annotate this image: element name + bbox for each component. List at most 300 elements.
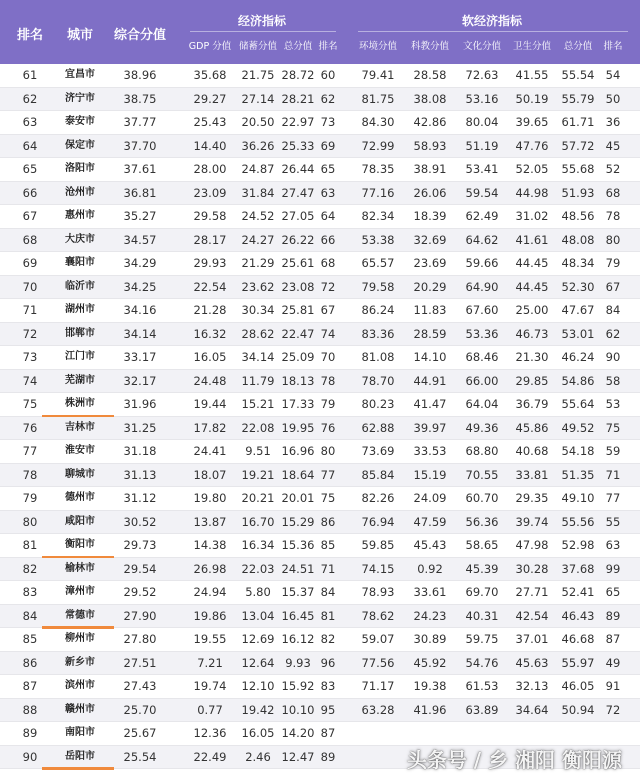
soft-total-cell: [556, 722, 600, 744]
econ-total-cell: 16.45: [281, 608, 315, 623]
soft-total-cell: 53.01: [561, 326, 595, 341]
env-score-cell: 72.99: [361, 138, 395, 153]
health-score-cell: 37.01: [515, 632, 549, 646]
soft-rank-cell: 75: [605, 420, 621, 435]
edu-score-cell: 42.86: [413, 115, 447, 129]
city-cell: 德州市: [65, 492, 95, 503]
edu-score-cell: 38.08: [413, 91, 447, 106]
total-score-cell: 37.61: [123, 162, 157, 176]
econ-total-cell: 26.22: [281, 232, 315, 247]
table-row: [0, 135, 640, 159]
soft-total-cell: 55.97: [561, 655, 595, 670]
health-score-cell: 34.64: [515, 702, 549, 717]
health-score-cell: 44.45: [515, 256, 549, 270]
env-score-cell: 65.57: [361, 256, 395, 270]
soft-total-cell: 52.41: [561, 585, 595, 599]
rank-cell: 67: [22, 209, 38, 223]
culture-score-cell: 45.39: [465, 561, 499, 576]
gdp-score-cell: 14.38: [193, 538, 227, 552]
env-score-cell: 74.15: [361, 561, 395, 576]
health-score-cell: 52.05: [515, 162, 549, 176]
city-cell: 淮安市: [65, 445, 95, 456]
soft-rank-cell: 68: [605, 185, 621, 200]
gdp-score-cell: 18.07: [193, 467, 227, 482]
total-score-cell: 34.29: [123, 256, 157, 270]
soft-total-cell: 55.54: [561, 68, 595, 82]
header-economic-divider: [190, 31, 336, 32]
table-row: [0, 182, 640, 206]
culture-score-cell: 40.31: [465, 608, 499, 623]
savings-score-cell: 31.84: [241, 185, 275, 200]
env-score-cell: 73.69: [361, 444, 395, 458]
table-row: [0, 464, 640, 488]
econ-total-cell: 18.13: [281, 373, 315, 388]
culture-score-cell: 62.49: [465, 209, 499, 223]
env-score-cell: 78.70: [361, 373, 395, 388]
header-soft-divider: [358, 31, 628, 32]
culture-score-cell: 56.36: [465, 514, 499, 529]
total-score-cell: 38.75: [123, 91, 157, 106]
city-cell: 沧州市: [65, 186, 95, 198]
econ-total-cell: 28.21: [281, 91, 315, 106]
soft-total-cell: 61.71: [561, 115, 595, 129]
edu-score-cell: 39.97: [413, 420, 447, 435]
rank-cell: 85: [22, 632, 38, 646]
soft-rank-cell: 36: [605, 115, 621, 129]
soft-total-cell: 52.98: [561, 538, 595, 552]
gdp-score-cell: 22.54: [193, 279, 227, 294]
culture-score-cell: 67.60: [465, 303, 499, 317]
table-row: [0, 628, 640, 652]
table-row: [0, 417, 640, 441]
header-health: 卫生分值: [512, 41, 551, 52]
savings-score-cell: 24.52: [241, 209, 275, 223]
gdp-score-cell: 21.28: [193, 303, 227, 317]
city-cell: 泰安市: [65, 116, 95, 127]
edu-score-cell: 47.59: [413, 514, 447, 529]
econ-total-cell: 23.08: [281, 279, 315, 294]
econ-rank-cell: 87: [320, 726, 336, 740]
rank-cell: 83: [22, 585, 38, 599]
soft-total-cell: 46.05: [561, 679, 595, 693]
city-cell: 衡阳市: [65, 539, 95, 550]
table-row: [0, 722, 640, 746]
env-score-cell: 78.93: [361, 585, 395, 599]
rank-cell: 78: [22, 467, 38, 482]
city-cell: 襄阳市: [65, 257, 95, 268]
econ-total-cell: 27.05: [281, 209, 315, 223]
gdp-score-cell: 13.87: [193, 514, 227, 529]
gdp-score-cell: 25.43: [193, 115, 227, 129]
rank-cell: 65: [22, 162, 38, 176]
culture-score-cell: 59.66: [465, 256, 499, 270]
env-score-cell: 86.24: [361, 303, 395, 317]
econ-total-cell: 9.93: [285, 655, 311, 670]
econ-total-cell: 15.29: [281, 514, 315, 529]
rank-cell: 80: [22, 514, 38, 529]
watermark: 头条号 / 乡 湘阳 衡阳源: [406, 748, 622, 772]
total-score-cell: 31.18: [123, 444, 157, 458]
edu-score-cell: 24.23: [413, 608, 447, 623]
total-score-cell: 27.80: [123, 632, 157, 646]
edu-score-cell: 41.96: [413, 702, 447, 717]
econ-total-cell: 25.81: [281, 303, 315, 317]
total-score-cell: 27.90: [123, 608, 157, 623]
total-score-cell: 36.81: [123, 185, 157, 200]
city-cell: 湖州市: [65, 304, 95, 315]
soft-total-cell: 54.18: [561, 444, 595, 458]
gdp-score-cell: 12.36: [193, 726, 227, 740]
soft-total-cell: 47.67: [561, 303, 595, 317]
soft-total-cell: 55.56: [561, 514, 595, 529]
edu-score-cell: 28.58: [413, 68, 447, 82]
table-row: [0, 252, 640, 276]
table-row: [0, 229, 640, 253]
econ-rank-cell: 66: [320, 232, 336, 247]
soft-rank-cell: 89: [605, 608, 621, 623]
soft-rank-cell: 52: [605, 162, 621, 176]
total-score-cell: 31.13: [123, 467, 157, 482]
edu-score-cell: 20.29: [413, 279, 447, 294]
health-score-cell: 42.54: [515, 608, 549, 623]
savings-score-cell: 21.29: [241, 256, 275, 270]
culture-score-cell: 59.54: [465, 185, 499, 200]
rank-cell: 64: [22, 138, 38, 153]
soft-rank-cell: 91: [605, 679, 621, 693]
total-score-cell: 34.57: [123, 232, 157, 247]
header-city: 城市: [66, 28, 93, 43]
total-score-cell: 33.17: [123, 350, 157, 364]
env-score-cell: 79.58: [361, 279, 395, 294]
soft-rank-cell: 79: [605, 256, 621, 270]
rank-cell: 84: [22, 608, 38, 623]
econ-rank-cell: 77: [320, 467, 336, 482]
city-cell: 邯郸市: [65, 327, 95, 339]
rank-cell: 70: [22, 279, 38, 294]
soft-total-cell: 55.79: [561, 91, 595, 106]
culture-score-cell: 72.63: [465, 68, 499, 82]
econ-total-cell: 15.36: [281, 538, 315, 552]
soft-total-cell: 49.10: [561, 491, 595, 505]
header-soft-group: 软经济指标: [461, 14, 522, 28]
health-score-cell: 40.68: [515, 444, 549, 458]
culture-score-cell: 54.76: [465, 655, 499, 670]
savings-score-cell: 36.26: [241, 138, 275, 153]
city-cell: 南阳市: [65, 727, 95, 738]
savings-score-cell: 2.46: [245, 749, 271, 764]
econ-total-cell: 16.12: [281, 632, 315, 646]
soft-total-cell: 51.93: [561, 185, 595, 200]
econ-total-cell: 15.92: [281, 679, 315, 693]
total-score-cell: 31.96: [123, 397, 157, 411]
soft-total-cell: 55.68: [561, 162, 595, 176]
gdp-score-cell: 16.32: [193, 326, 227, 341]
culture-score-cell: 64.90: [465, 279, 499, 294]
rank-cell: 77: [22, 444, 38, 458]
savings-score-cell: 9.51: [245, 444, 271, 458]
env-score-cell: 81.08: [361, 350, 395, 364]
edu-score-cell: 19.38: [413, 679, 447, 693]
soft-total-cell: 49.52: [561, 420, 595, 435]
econ-total-cell: 12.47: [281, 749, 315, 764]
econ-rank-cell: 89: [320, 749, 336, 764]
city-cell: 吉林市: [65, 421, 95, 433]
env-score-cell: 84.30: [361, 115, 395, 129]
savings-score-cell: 5.80: [245, 585, 271, 599]
city-cell: 宜昌市: [65, 69, 95, 80]
city-cell: 洛阳市: [65, 163, 95, 174]
edu-score-cell: 32.69: [413, 232, 447, 247]
soft-rank-cell: 59: [605, 444, 621, 458]
city-cell: 新乡市: [65, 656, 95, 668]
table-row: [0, 440, 640, 464]
rank-cell: 73: [22, 350, 38, 364]
culture-score-cell: [456, 722, 508, 744]
total-score-cell: 34.25: [123, 279, 157, 294]
econ-total-cell: 17.33: [281, 397, 315, 411]
gdp-score-cell: 17.82: [193, 420, 227, 435]
soft-rank-cell: 78: [605, 209, 621, 223]
gdp-score-cell: 19.80: [193, 491, 227, 505]
rank-cell: 68: [22, 232, 38, 247]
total-score-cell: 37.77: [123, 115, 157, 129]
edu-score-cell: 28.59: [413, 326, 447, 341]
econ-rank-cell: 75: [320, 491, 336, 505]
gdp-score-cell: 19.74: [193, 679, 227, 693]
city-cell: 榆林市: [65, 562, 95, 574]
soft-rank-cell: 63: [605, 538, 621, 552]
total-score-cell: 31.25: [123, 420, 157, 435]
env-score-cell: 53.38: [361, 232, 395, 247]
edu-score-cell: 26.06: [413, 185, 447, 200]
city-cell: 聊城市: [65, 468, 95, 480]
savings-score-cell: 22.08: [241, 420, 275, 435]
header-savings: 储蓄分值: [238, 41, 277, 52]
city-cell: 江门市: [65, 351, 95, 362]
culture-score-cell: 61.53: [465, 679, 499, 693]
total-score-cell: 30.52: [123, 514, 157, 529]
header-soft-rank: 排名: [603, 41, 623, 52]
culture-score-cell: 53.16: [465, 91, 499, 106]
env-score-cell: 77.56: [361, 655, 395, 670]
gdp-score-cell: 19.44: [193, 397, 227, 411]
culture-score-cell: 80.04: [465, 115, 499, 129]
health-score-cell: 25.00: [515, 303, 549, 317]
savings-score-cell: 34.14: [241, 350, 275, 364]
city-cell: 芜湖市: [65, 374, 95, 386]
edu-score-cell: 18.39: [413, 209, 447, 223]
header-economic-group: 经济指标: [237, 14, 286, 28]
econ-total-cell: 10.10: [281, 702, 315, 717]
econ-rank-cell: 84: [320, 585, 336, 599]
gdp-score-cell: 35.68: [193, 68, 227, 82]
rank-cell: 82: [22, 561, 38, 576]
total-score-cell: 29.52: [123, 585, 157, 599]
econ-total-cell: 14.20: [281, 726, 315, 740]
soft-rank-cell: 54: [605, 68, 621, 82]
econ-total-cell: 24.51: [281, 561, 315, 576]
edu-score-cell: [404, 722, 456, 744]
soft-rank-cell: 87: [605, 632, 621, 646]
total-score-cell: 29.54: [123, 561, 157, 576]
city-cell: 大庆市: [65, 233, 95, 245]
econ-rank-cell: 83: [320, 679, 336, 693]
econ-rank-cell: 80: [320, 444, 336, 458]
econ-total-cell: 28.72: [281, 68, 315, 82]
health-score-cell: 27.71: [515, 585, 549, 599]
edu-score-cell: 30.89: [413, 632, 447, 646]
culture-score-cell: 68.80: [465, 444, 499, 458]
city-cell: 临沂市: [65, 280, 95, 292]
econ-rank-cell: 86: [320, 514, 336, 529]
econ-rank-cell: 67: [320, 303, 336, 317]
rank-cell: 62: [22, 91, 38, 106]
rank-cell: 63: [22, 115, 38, 129]
health-score-cell: 36.79: [515, 397, 549, 411]
health-score-cell: 50.19: [515, 91, 549, 106]
gdp-score-cell: 19.86: [193, 608, 227, 623]
culture-score-cell: 64.62: [465, 232, 499, 247]
health-score-cell: 45.63: [515, 655, 549, 670]
soft-rank-cell: 65: [605, 585, 621, 599]
econ-total-cell: 18.64: [281, 467, 315, 482]
health-score-cell: 46.73: [515, 326, 549, 341]
table-row: [0, 111, 640, 135]
savings-score-cell: 19.21: [241, 467, 275, 482]
savings-score-cell: 16.70: [241, 514, 275, 529]
savings-score-cell: 24.27: [241, 232, 275, 247]
econ-rank-cell: 82: [320, 632, 336, 646]
savings-score-cell: 16.05: [241, 726, 275, 740]
soft-rank-cell: [600, 722, 626, 744]
savings-score-cell: 11.79: [241, 373, 275, 388]
culture-score-cell: 64.04: [465, 397, 499, 411]
health-score-cell: 33.81: [515, 467, 549, 482]
env-score-cell: 79.41: [361, 68, 395, 82]
env-score-cell: 83.36: [361, 326, 395, 341]
edu-score-cell: 33.53: [413, 444, 447, 458]
table-row: [0, 64, 640, 88]
header-econ-total: 总分值: [283, 41, 313, 52]
env-score-cell: 63.28: [361, 702, 395, 717]
soft-total-cell: 46.43: [561, 608, 595, 623]
econ-total-cell: 22.47: [281, 326, 315, 341]
city-cell: 滨州市: [65, 680, 95, 691]
soft-rank-cell: 55: [605, 514, 621, 529]
econ-rank-cell: 63: [320, 185, 336, 200]
health-score-cell: 39.74: [515, 514, 549, 529]
soft-rank-cell: 62: [605, 326, 621, 341]
total-score-cell: 31.12: [123, 491, 157, 505]
table-row: [0, 393, 640, 417]
table-row: [0, 323, 640, 347]
header-culture: 文化分值: [462, 41, 501, 52]
table-row: [0, 276, 640, 300]
soft-rank-cell: 45: [605, 138, 621, 153]
soft-rank-cell: 84: [605, 303, 621, 317]
soft-rank-cell: 77: [605, 491, 621, 505]
econ-rank-cell: 76: [320, 420, 336, 435]
econ-total-cell: 25.09: [281, 350, 315, 364]
soft-total-cell: 48.56: [561, 209, 595, 223]
env-score-cell: 71.17: [361, 679, 395, 693]
edu-score-cell: 14.10: [413, 350, 447, 364]
env-score-cell: 76.94: [361, 514, 395, 529]
env-score-cell: [352, 722, 404, 744]
savings-score-cell: 30.34: [241, 303, 275, 317]
header-soft-total: 总分值: [563, 41, 593, 52]
city-cell: 株洲市: [65, 398, 95, 409]
econ-rank-cell: 95: [320, 702, 336, 717]
soft-rank-cell: 99: [605, 561, 621, 576]
gdp-score-cell: 24.41: [193, 444, 227, 458]
header-rank: 排名: [16, 28, 43, 43]
soft-total-cell: 48.34: [561, 256, 595, 270]
gdp-score-cell: 26.98: [193, 561, 227, 576]
culture-score-cell: 68.46: [465, 350, 499, 364]
gdp-score-cell: 19.55: [193, 632, 227, 646]
savings-score-cell: 23.62: [241, 279, 275, 294]
city-cell: 咸阳市: [65, 515, 95, 527]
city-cell: 漳州市: [65, 586, 95, 597]
city-cell: 惠州市: [65, 210, 95, 221]
econ-total-cell: 26.44: [281, 162, 315, 176]
health-score-cell: 45.86: [515, 420, 549, 435]
city-cell: 常德市: [65, 609, 95, 621]
soft-total-cell: 46.68: [561, 632, 595, 646]
rank-cell: 72: [22, 326, 38, 341]
edu-score-cell: 23.69: [413, 256, 447, 270]
edu-score-cell: 38.91: [413, 162, 447, 176]
health-score-cell: [508, 722, 556, 744]
econ-rank-cell: 62: [320, 91, 336, 106]
savings-score-cell: 12.69: [241, 632, 275, 646]
econ-rank-cell: 73: [320, 115, 336, 129]
soft-rank-cell: 49: [605, 655, 621, 670]
econ-rank-cell: 64: [320, 209, 336, 223]
city-cell: 济宁市: [65, 92, 95, 104]
rank-cell: 69: [22, 256, 38, 270]
savings-score-cell: 24.87: [241, 162, 275, 176]
culture-score-cell: 63.89: [465, 702, 499, 717]
culture-score-cell: 60.70: [465, 491, 499, 505]
header-total-score: 综合分值: [113, 28, 166, 43]
health-score-cell: 47.76: [515, 138, 549, 153]
soft-total-cell: 46.24: [561, 350, 595, 364]
savings-score-cell: 16.34: [241, 538, 275, 552]
edu-score-cell: 11.83: [413, 303, 447, 317]
env-score-cell: 82.34: [361, 209, 395, 223]
econ-rank-cell: 65: [320, 162, 336, 176]
soft-rank-cell: 72: [605, 702, 621, 717]
table-row: [0, 534, 640, 558]
gdp-score-cell: 29.58: [193, 209, 227, 223]
health-score-cell: 30.28: [515, 561, 549, 576]
health-score-cell: 44.98: [515, 185, 549, 200]
health-score-cell: 39.65: [515, 115, 549, 129]
savings-score-cell: 21.75: [241, 68, 275, 82]
env-score-cell: 59.85: [361, 538, 395, 552]
econ-rank-cell: 74: [320, 326, 336, 341]
econ-rank-cell: 78: [320, 373, 336, 388]
econ-rank-cell: 69: [320, 138, 336, 153]
soft-total-cell: 54.86: [561, 373, 595, 388]
soft-total-cell: 57.72: [561, 138, 595, 153]
rank-cell: 71: [22, 303, 38, 317]
soft-rank-cell: 53: [605, 397, 621, 411]
econ-rank-cell: 81: [320, 608, 336, 623]
soft-rank-cell: 50: [605, 91, 621, 106]
